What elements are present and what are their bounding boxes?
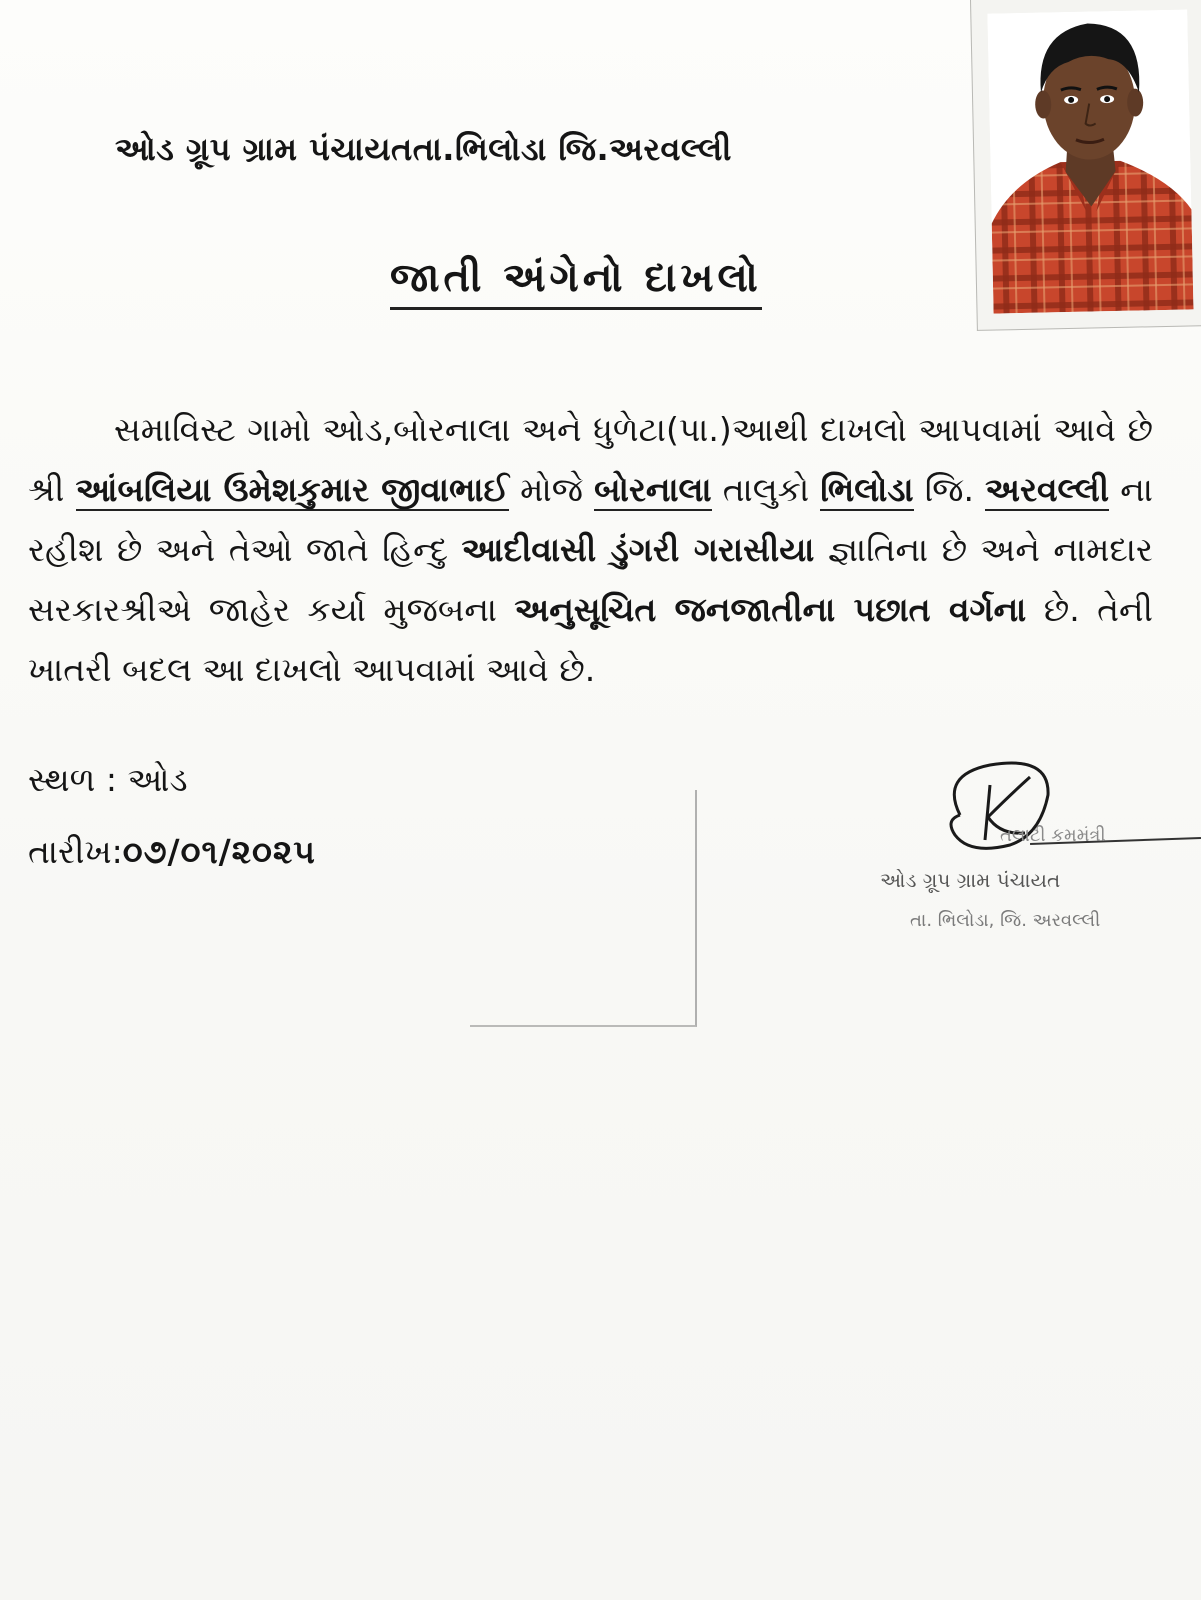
- date-label: તારીખ:: [28, 832, 123, 871]
- applicant-name: આંબલિયા ઉમેશકુમાર જીવાભાઈ: [75, 470, 509, 509]
- office-header: ઓડ ગ્રૂપ ગ્રામ પંચાયતતા.ભિલોડા જિ.અરવલ્લી: [115, 130, 732, 168]
- body-part-1: સમાવિસ્ટ ગામો ઓડ,બોરનાલા અને ધુળેટા(પા.)આથી દાખલો આપવામાં આવે છે શ્રી: [28, 410, 1153, 509]
- seal-office: ઓડ ગ્રૂપ ગ્રામ પંચાયત: [880, 868, 1061, 892]
- place-row: [28, 760, 188, 800]
- place-value: ઓડ: [127, 760, 188, 799]
- category-name: અનુસૂચિત જનજાતીના પછાત વર્ગના: [514, 590, 1027, 629]
- faint-stamp-impression: [470, 790, 697, 1027]
- body-part-2: મોજે: [520, 470, 583, 509]
- date-row: [28, 832, 316, 872]
- district-name: અરવલ્લી: [985, 470, 1110, 509]
- body-part-4: જિ.: [924, 470, 974, 509]
- body-part-6: જ્ઞાતિના છે અને નામદાર સરકારશ્રીએ જાહેર કર્યા મુજબના: [28, 530, 1153, 629]
- body-part-5: ના રહીશ છે અને તેઓ જાતે હિન્દુ: [28, 470, 1153, 569]
- applicant-photo: [987, 9, 1193, 313]
- photo-frame: [970, 0, 1201, 331]
- body-part-7: છે. તેની ખાતરી બદલ આ દાખલો આપવામાં આવે છે.: [28, 590, 1153, 689]
- place-label: સ્થળ :: [28, 760, 117, 799]
- body-part-3: તાલુકો: [722, 470, 810, 509]
- village-name: બોરનાલા: [594, 470, 712, 509]
- taluka-name: ભિલોડા: [820, 470, 914, 509]
- caste-name: આદીવાસી ડુંગરી ગરાસીયા: [461, 530, 815, 569]
- certificate-title: જાતી અંગેનો દાખલો: [390, 255, 762, 310]
- certificate-body: [28, 400, 1153, 700]
- seal-designation: તલાટી કમમંત્રી: [1000, 825, 1106, 846]
- seal-location: તા. ભિલોડા, જિ. અરવલ્લી: [910, 910, 1101, 931]
- date-value: ૦૭/૦૧/૨૦૨૫: [122, 832, 316, 871]
